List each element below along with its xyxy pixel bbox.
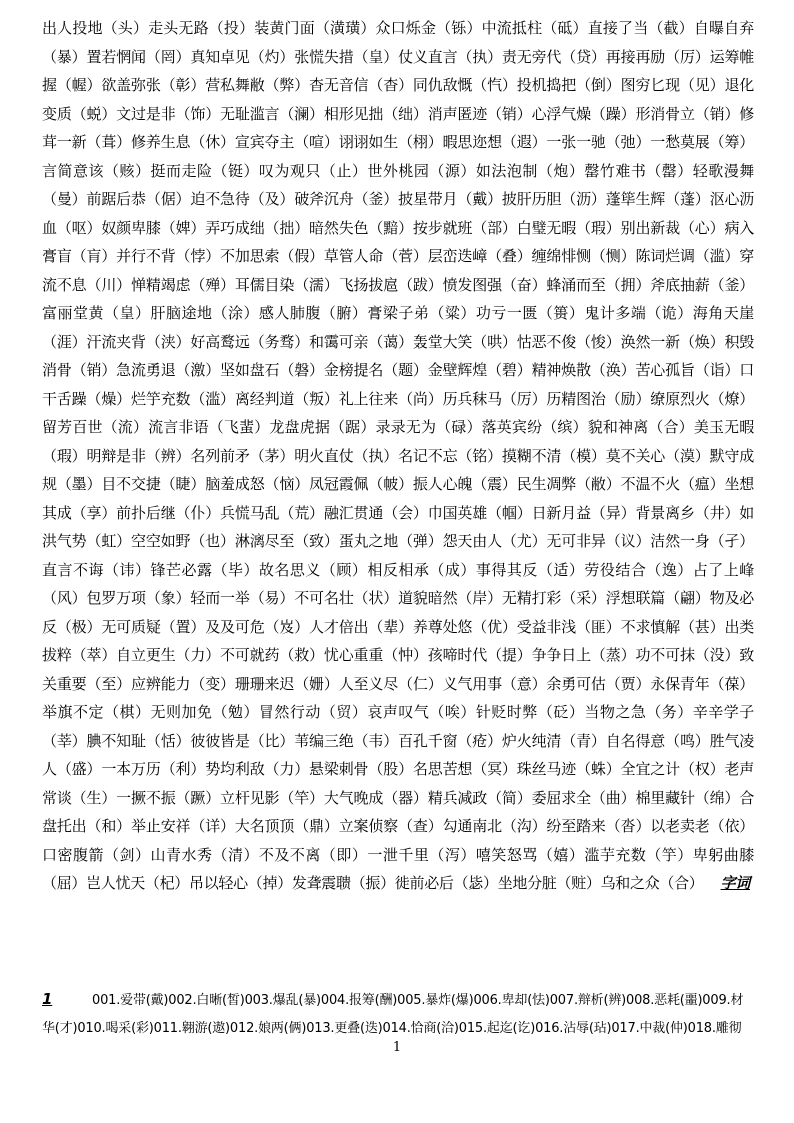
answer-block [42, 985, 754, 1043]
section-tag: 字词 [720, 874, 750, 892]
idiom-text: 出人投地（头）走头无路（投）装黄门面（潢璜）众口烁金（铄）中流抵柱（砥）直接了当（截）自曝自弃（暴）置若惘闻（罔）真知卓见（灼）张慌失措（皇）仗义直言（执）责无旁代（贷）再接再励（厉）运筹帷握（幄）欲盖弥张（彰）营私舞敝（弊）杳无音信（杳）同仇敌慨（忾）投机捣把（倒）图穷匕现（见）退化变质（蜕）文过是非（饰）无耻滥言（澜）相形见拙（绌）消声匿迹（销）心浮气燥（躁）形消骨立（销）修茸一新（葺）修养生息（休）宣宾夺主（喧）诩诩如生（栩）暇思迩想（遐）一张一驰（弛）一愁莫展（筹）言简意该（赅）挺而走险（铤）叹为观只（止）世外桃园（源）如法泡制（炮）罄竹难书（罄）轻歌漫舞（曼）前踞后恭（倨）迫不急待（及）破斧沉舟（釜）披星带月（戴）披肝历胆（沥）蓬筚生辉（蓬）沤心沥血（呕）奴颜卑膝（婢）弄巧成绌（拙）暗然失色（黯）按步就班（部）白璧无暇（瑕）别出新裁（心）病入膏盲（肓）并行不背（悖）不加思索（假）草管人命（菅）层峦迭嶂（叠）缠绵悱恻（恻）陈词烂调（滥）穿流不息（川）惮精竭虑（殚）耳儒目染（濡）飞扬拔扈（跋）愤发图强（奋）蜂涌而至（拥）斧底抽薪（釜）富丽堂黄（皇）肝脑途地（涂）感人肺腹（腑）膏梁子弟（粱）功亏一匮（篑）鬼计多端（诡）海角天崖（涯）汗流夹背（浃）好高鹜远（务骛）和霭可亲（蔼）轰堂大笑（哄）怙恶不俊（悛）涣然一新（焕）积毁消骨（销）急流勇退（激）坚如盘石（磐）金榜提名（题）金壁辉煌（碧）精神焕散（涣）苦心孤旨（诣）口干舌躁（燥）烂竽充数（滥）离经判道（叛）礼上往来（尚）历兵秣马（厉）历精图治（励）缭原烈火（燎）留芳百世（流）流言非语（飞蜚）龙盘虎据（踞）录录无为（碌）落英宾纷（缤）貌和神离（合）美玉无暇（瑕）明辩是非（辨）名列前矛（茅）明火直仗（执）名记不忘（铭）摸糊不清（模）莫不关心（漠）默守成规（墨）目不交捷（睫）脑羞成怒（恼）凤冠霞佩（帔）振人心魄（震）民生凋弊（敝）不温不火（瘟）坐想其成（享）前扑后继（仆）兵慌马乱（荒）融汇贯通（会）巾国英雄（帼）日新月益（异）背景离乡（井）如洪气势（虹）空空如野（也）淋漓尽至（致）蛋丸之地（弹）怨天由人（尤）无可非异（议）洁然一身（孑）直言不诲（讳）锋芒必露（毕）故名思义（顾）相反相承（成）事得其反（适）劳役结合（逸）占了上峰（风）包罗万项（象）轻而一举（易）不可名壮（状）道貌暗然（岸）无精打彩（采）浮想联篇（翩）物及必反（极）无可质疑（置）及及可危（岌）人才倍出（辈）养尊处悠（优）受益非浅（匪）不求慎解（甚）出类拔粹（萃）自立更生（力）不可就药（救）忧心重重（忡）孩啼时代（提）争争日上（蒸）功不可抹（没）致关重要（至）应辨能力（变）珊珊来迟（姗）人至义尽（仁）义气用事（意）余勇可估（贾）永保青年（葆）举旗不定（棋）无则加免（勉）冒然行动（贸）哀声叹气（唉）针贬时弊（砭）当物之急（务）辛辛学子（莘）腆不知耻（恬）彼彼皆是（比）苇编三绝（韦）百孔千窗（疮）炉火纯清（青）自名得意（鸣）胜气凌人（盛）一本万历（利）势均利敌（力）悬梁刺骨（股）名思苦想（冥）珠丝马迹（蛛）全宜之计（权）老声常谈（生）一撅不振（蹶）立杆见影（竿）大气晚成（器）精兵减政（简）委屈求全（曲）棉里藏针（绵）合盘托出（和）举止安祥（详）大名顶顶（鼎）立案侦察（查）勾通南北（沟）纷至踏来（沓）以老卖老（依）口密腹箭（剑）山青水秀（清）不及不离（即）一泄千里（泻）嘻笑怒骂（嬉）滥芋充数（竽）卑躬曲膝（屈）岂人忧天（杞）吊以轻心（掉）发聋震聩（振）徙前必后（毖）坐地分脏（赃）乌和之众（合） [42, 19, 754, 892]
idiom-correction-list [42, 14, 754, 898]
answer-text: 001.爱带(戴)002.白晰(皙)003.爆乱(暴)004.报筹(酬)005.暴炸(爆)006.卑却(怯)007.辩析(辨)008.恶耗(噩)009.材华(才)010.喝采(彩)011.翱游(遨)012.娘两(俩)013.更叠(迭)014.恰商(洽)015.起迄(讫)016.沾辱(玷)017.中裁(仲)018.雕彻 [42, 993, 744, 1036]
page-number: 1 [392, 1040, 402, 1055]
answer-number: 1 [42, 990, 53, 1008]
